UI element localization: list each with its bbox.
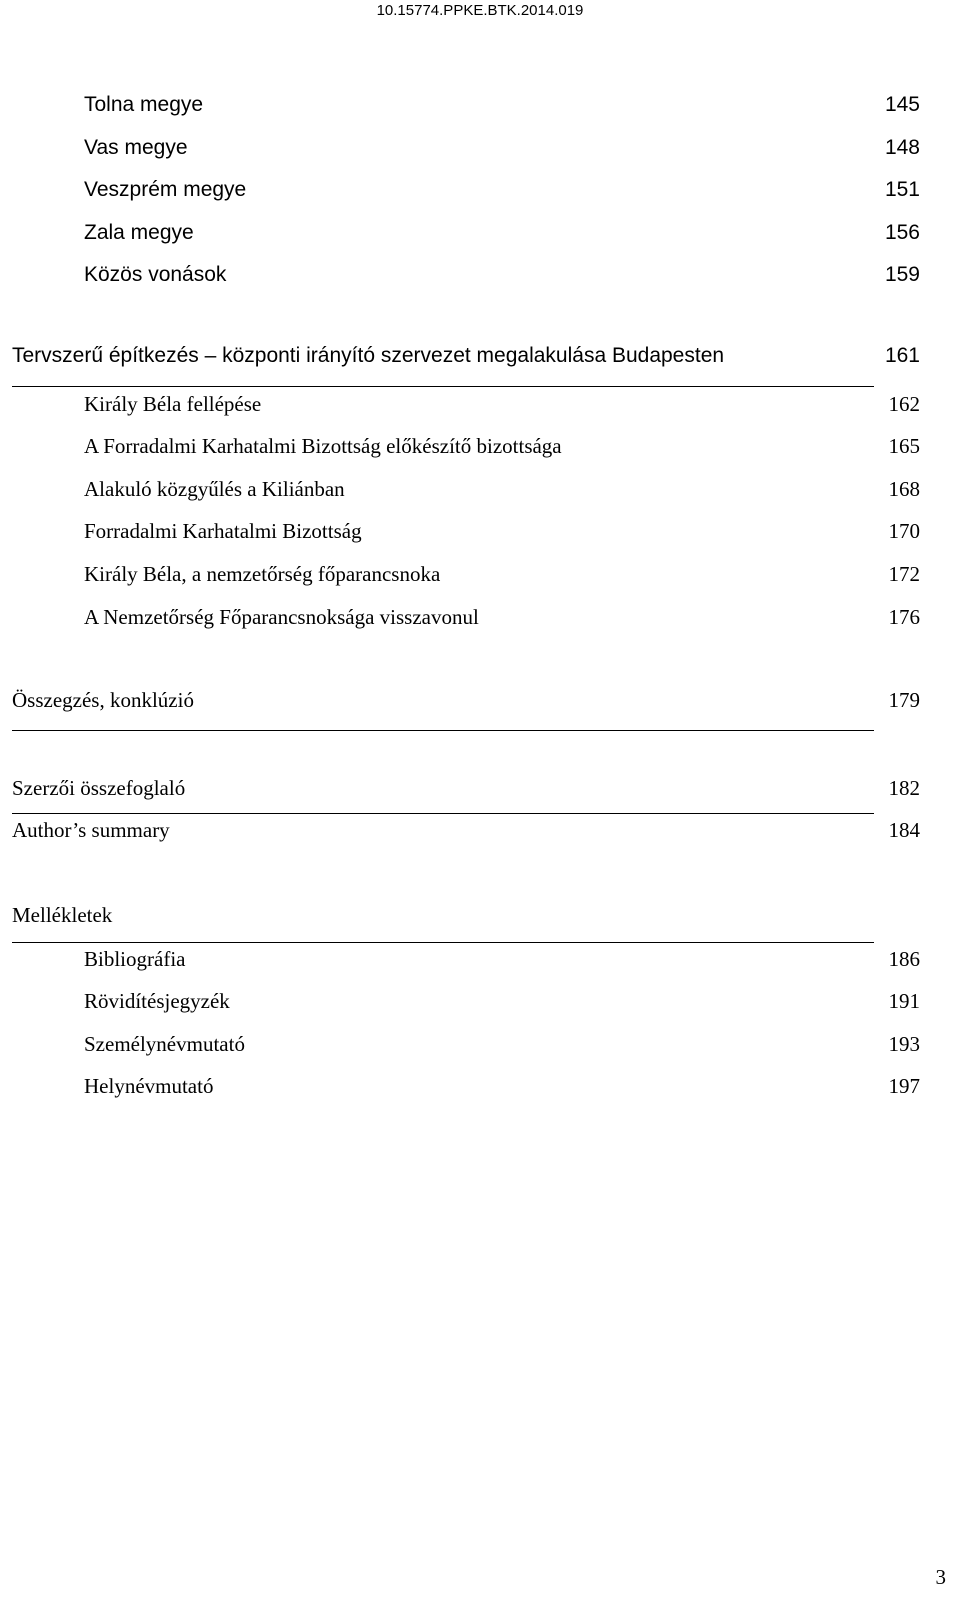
toc-entry-page: 148 <box>884 136 920 159</box>
toc-entry-title: Helynévmutató <box>84 1074 214 1098</box>
toc-entry-title: A Nemzetőrség Főparancsnoksága visszavonul <box>84 605 479 629</box>
toc-entry <box>84 133 920 163</box>
toc-entry-page: 170 <box>888 519 920 543</box>
toc-entry-page: 176 <box>888 605 920 629</box>
page-number: 3 <box>935 1565 946 1589</box>
toc-entry-page: 186 <box>888 947 920 971</box>
toc-entry-title: Veszprém megye <box>84 178 247 201</box>
toc-entry-title: A Forradalmi Karhatalmi Bizottság előkészítő bizottsága <box>84 434 562 458</box>
toc-entry-title: Személynévmutató <box>84 1032 245 1056</box>
toc-entry-page: 193 <box>888 1032 920 1056</box>
toc-entry-page: 151 <box>884 178 920 201</box>
toc-entry-page: 197 <box>888 1074 920 1098</box>
toc-entry-title: Király Béla fellépése <box>84 392 262 416</box>
section-rule <box>12 730 874 731</box>
toc-section-page: 184 <box>888 818 920 842</box>
toc-section-heading <box>12 773 920 803</box>
toc-entry-title: Rövidítésjegyzék <box>84 989 230 1013</box>
toc-section-heading <box>12 815 920 845</box>
toc-entry-title: Közös vonások <box>84 263 227 286</box>
toc-entry-title: Bibliográfia <box>84 947 186 971</box>
toc-entry-title: Zala megye <box>84 221 194 244</box>
toc-section-title: Összegzés, konklúzió <box>12 688 194 712</box>
toc-entry-page: 191 <box>888 989 920 1013</box>
toc-entry-title: Vas megye <box>84 136 188 159</box>
toc-entry-page: 162 <box>888 392 920 416</box>
toc-entry-title: Alakuló közgyűlés a Kiliánban <box>84 477 345 501</box>
toc-entry-title: Tolna megye <box>84 93 204 116</box>
toc-entry <box>84 218 920 248</box>
doi-header: 10.15774.PPKE.BTK.2014.019 <box>376 2 584 19</box>
section-rule <box>12 942 874 943</box>
toc-entry <box>84 1071 920 1101</box>
toc-entry <box>84 602 920 632</box>
section-rule <box>12 813 874 814</box>
toc-entry-page: 145 <box>884 93 920 116</box>
toc-section-title: Author’s summary <box>12 818 170 842</box>
toc-entry <box>84 516 920 546</box>
toc-entry-page: 159 <box>884 263 920 286</box>
toc-entry <box>84 431 920 461</box>
toc-entry <box>84 474 920 504</box>
section-rule <box>12 386 874 387</box>
toc-entry <box>84 260 920 290</box>
toc-section-page: 182 <box>888 776 920 800</box>
toc-section-heading <box>12 685 920 715</box>
toc-entry <box>84 1029 920 1059</box>
toc-section-page: 179 <box>888 688 920 712</box>
toc-entry-title: Király Béla, a nemzetőrség főparancsnoka <box>84 562 441 586</box>
toc-entry <box>84 90 920 120</box>
toc-entry-page: 156 <box>884 221 920 244</box>
toc-entry-page: 165 <box>888 434 920 458</box>
toc-section-page: 161 <box>884 344 920 367</box>
toc-entry-page: 172 <box>888 562 920 586</box>
toc-section-title: Mellékletek <box>12 903 113 927</box>
toc-section-heading <box>12 341 920 371</box>
toc-entry-page: 168 <box>888 477 920 501</box>
toc-entry <box>84 986 920 1016</box>
toc-section-title: Tervszerű építkezés – központi irányító szervezet megalakulása Budapesten <box>12 344 725 367</box>
toc-section-title: Szerzői összefoglaló <box>12 776 186 800</box>
toc-entry <box>84 175 920 205</box>
toc-entry-title: Forradalmi Karhatalmi Bizottság <box>84 519 362 543</box>
toc-section-heading <box>12 900 920 930</box>
toc-entry <box>84 389 920 419</box>
toc-entry <box>84 944 920 974</box>
toc-entry <box>84 559 920 589</box>
